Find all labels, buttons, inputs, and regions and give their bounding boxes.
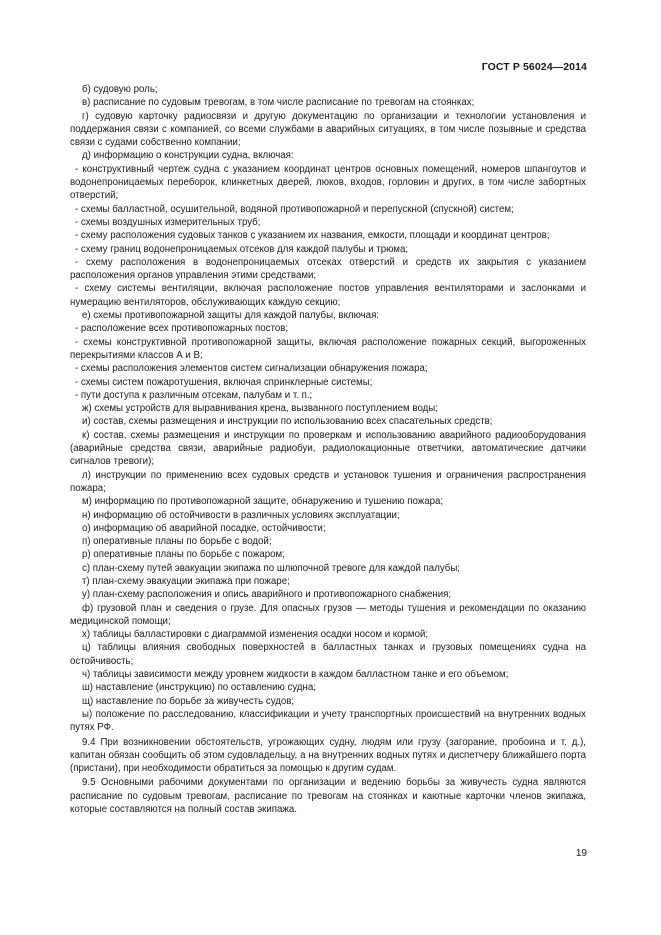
- list-item: б) судовую роль;: [82, 84, 158, 95]
- dash-list-item: - пути доступа к различным отсекам, палубам и т. п.;: [75, 389, 313, 401]
- list-item: т) план-схему эвакуации экипажа при пожаре;: [82, 575, 290, 587]
- dash-list-item: - схему системы вентиляции, включая расположение постов управления вентиляторами и заслонками и нумерацию вентиляторов, обслуживающих каждую секцию;: [70, 283, 586, 308]
- list-item: е) схемы противопожарной защиты для каждой палубы, включая:: [82, 310, 380, 322]
- dash-list-item: - расположение всех противопожарных постов;: [75, 323, 289, 335]
- list-item: ш) наставление (инструкцию) по оставлению судна;: [82, 682, 316, 694]
- list-item: г) судовую карточку радиосвязи и другую документацию по организации и технологии установления и поддержания связи с компанией, со всеми службами в аварийных ситуациях, в том числе позывные и средства связи с судами собственно компании;: [70, 110, 586, 149]
- list-item: у) план-схему расположения и опись аварийного и противопожарного снабжения;: [82, 589, 452, 601]
- list-item: р) оперативные планы по борьбе с пожаром;: [82, 549, 285, 561]
- dash-list-item: - схемы систем пожаротушения, включая спринклерные системы;: [75, 376, 373, 388]
- list-item: м) информацию по противопожарной защите, обнаружению и тушению пожара;: [82, 496, 444, 508]
- list-item: ч) таблицы зависимости между уровнем жидкости в каждом балластном танке и его объемом;: [82, 669, 509, 681]
- dash-list-item: - схему границ водонепроницаемых отсеков для каждой палубы и трюма;: [75, 243, 409, 255]
- dash-list-item: - схемы конструктивной противопожарной защиты, включая расположение пожарных секций, выгороженных перекрытиями классов А и В;: [70, 336, 586, 361]
- list-item: ж) схемы устройств для выравнивания крена, вызванного поступлением воды;: [82, 403, 438, 415]
- list-item: и) состав, схемы размещения и инструкции по использованию всех спасательных средств;: [82, 416, 493, 428]
- list-item: ц) таблицы влияния свободных поверхностей в балластных танках и грузовых помещениях судна на остойчивость;: [70, 642, 586, 667]
- list-item: ф) грузовой план и сведения о грузе. Для опасных грузов — методы тушения и рекомендации по оказанию медицинской помощи;: [70, 602, 586, 627]
- page-number: 19: [575, 848, 587, 859]
- list-item: с) план-схему путей эвакуации экипажа по шлюпочной тревоге для каждой палубы;: [82, 562, 460, 574]
- dash-list-item: - схему расположения судовых танков с указанием их названия, емкости, площади и координат центров;: [75, 230, 550, 242]
- list-item: п) оперативные планы по борьбе с водой;: [82, 536, 272, 548]
- list-item: щ) наставление по борьбе за живучесть судов;: [82, 695, 295, 707]
- document-header: ГОСТ Р 56024—2014: [481, 61, 587, 73]
- document-body: [70, 83, 586, 816]
- list-item: 9.5 Основными рабочими документами по организации и ведению борьбы за живучесть судна являются расписание по судовым тревогам, расписание по тревогам на стоянках и каютные карточки членов экипажа, которые составляются на полный состав экипажа.: [70, 777, 586, 816]
- list-item: н) информацию об остойчивости в различных условиях эксплуатации;: [82, 509, 400, 521]
- dash-list-item: - схемы балластной, осушительной, водяной противопожарной и перепускной (спускной) систем;: [75, 203, 514, 215]
- dash-list-item: - схему расположения в водонепроницаемых отсеках отверстий и средств их закрытия с указанием расположения органов управления этими средствами;: [70, 256, 586, 282]
- list-item: ы) положение по расследованию, классификации и учету транспортных происшествий на внутренних водных путях РФ.: [70, 708, 586, 734]
- dash-list-item: - схемы расположения элементов систем сигнализации обнаружения пожара;: [75, 363, 428, 375]
- list-item: о) информацию об аварийной посадке, остойчивости;: [82, 522, 326, 534]
- list-item: х) таблицы балластировки с диаграммой изменения осадки носом и кормой;: [82, 629, 429, 641]
- list-item: в) расписание по судовым тревогам, в том числе расписание по тревогам на стоянках;: [82, 97, 475, 109]
- list-item: л) инструкции по применению всех судовых средств и установок тушения и ограничения распространения пожара;: [70, 469, 586, 494]
- dash-list-item: - конструктивный чертеж судна с указанием координат центров основных помещений, номеров шпангоутов и водонепроницаемых переборок, клинкетных дверей, люков, входов, горловин и других, в том числе забортных отверстий;: [70, 163, 586, 202]
- list-item: 9.4 При возникновении обстоятельств, угрожающих судну, людям или грузу (загорание, пробоина и т. д.), капитан обязан сообщить об этом судовладельцу, а на внутренних водных путях и диспетчеру ближайшего порта (пристани), при необходимости обратиться за помощью к другим судам.: [70, 736, 586, 775]
- list-item: к) состав, схемы размещения и инструкции по проверкам и использованию аварийного радиооборудования (аварийные средства связи, аварийные радиобуи, радиолокационные ответчики, автоматические датчики сигналов тревоги);: [70, 429, 586, 468]
- dash-list-item: - схемы воздушных измерительных труб;: [75, 216, 261, 228]
- list-item: д) информацию о конструкции судна, включая:: [82, 150, 294, 162]
